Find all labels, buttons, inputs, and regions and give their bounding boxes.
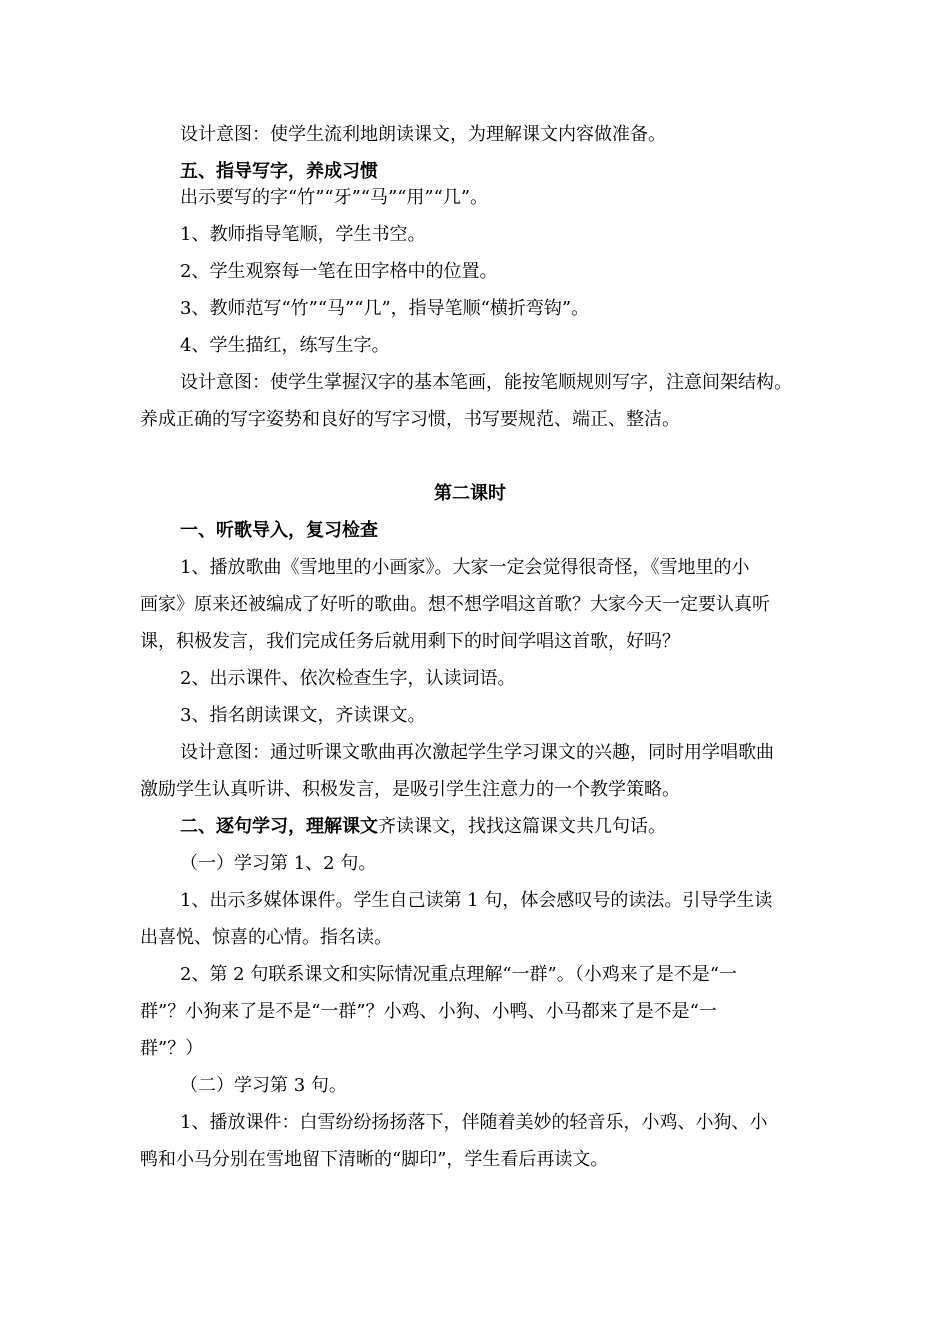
list-item: 4、学生描红，练写生字。 <box>180 335 390 356</box>
paragraph-line: 鸭和小马分别在雪地留下清晰的“脚印”，学生看后再读文。 <box>140 1149 609 1170</box>
paragraph-line: 出示要写的字“竹”“牙”“马”“用”“几”。 <box>180 187 489 208</box>
list-item: 2、出示课件、依次检查生字，认读词语。 <box>180 668 516 689</box>
lesson-title: 第二课时 <box>434 483 506 504</box>
section-heading: 五、指导写字，养成习惯 <box>180 161 378 182</box>
subsection-heading: （二）学习第 3 句。 <box>180 1075 347 1096</box>
paragraph-line: 激励学生认真听讲、积极发言，是吸引学生注意力的一个教学策略。 <box>140 779 680 800</box>
list-item: 1、教师指导笔顺，学生书空。 <box>180 224 426 245</box>
paragraph-line: 设计意图：使学生流利地朗读课文，为理解课文内容做准备。 <box>180 124 666 145</box>
subsection-heading: （一）学习第 1、2 句。 <box>180 853 377 874</box>
section-heading: 一、听歌导入，复习检查 <box>180 520 378 541</box>
section-heading: 二、逐句学习，理解课文 <box>180 816 378 837</box>
list-item: 3、教师范写“竹”“马”“几”，指导笔顺“横折弯钩”。 <box>180 298 590 319</box>
paragraph-line: 设计意图：通过听课文歌曲再次激起学生学习课文的兴趣，同时用学唱歌曲 <box>180 742 774 763</box>
paragraph-line: 出喜悦、惊喜的心情。指名读。 <box>140 927 392 948</box>
paragraph-line: 群”？小狗来了是不是“一群”？小鸡、小狗、小鸭、小马都来了是不是“一 <box>140 1001 717 1022</box>
paragraph-line: 养成正确的写字姿势和良好的写字习惯，书写要规范、端正、整洁。 <box>140 409 680 430</box>
paragraph-text: 齐读课文，找找这篇课文共几句话。 <box>378 816 666 837</box>
paragraph-line: 2、第 2 句联系课文和实际情况重点理解“一群”。（小鸡来了是不是“一 <box>180 964 737 985</box>
paragraph-line: 设计意图：使学生掌握汉字的基本笔画，能按笔顺规则写字，注意间架结构。 <box>180 372 792 393</box>
paragraph-line: 课，积极发言，我们完成任务后就用剩下的时间学唱这首歌，好吗？ <box>140 631 680 652</box>
paragraph-line: 1、出示多媒体课件。学生自己读第 1 句，体会感叹号的读法。引导学生读 <box>180 890 773 911</box>
paragraph-line: 1、播放课件：白雪纷纷扬扬落下，伴随着美妙的轻音乐，小鸡、小狗、小 <box>180 1112 768 1133</box>
paragraph-line: 1、播放歌曲《雪地里的小画家》。大家一定会觉得很奇怪，《雪地里的小 <box>180 557 750 578</box>
section-heading-line <box>180 816 666 838</box>
paragraph-line: 画家》原来还被编成了好听的歌曲。想不想学唱这首歌？大家今天一定要认真听 <box>140 594 770 615</box>
list-item: 2、学生观察每一笔在田字格中的位置。 <box>180 261 498 282</box>
paragraph-line: 群”？） <box>140 1038 204 1059</box>
list-item: 3、指名朗读课文，齐读课文。 <box>180 705 426 726</box>
